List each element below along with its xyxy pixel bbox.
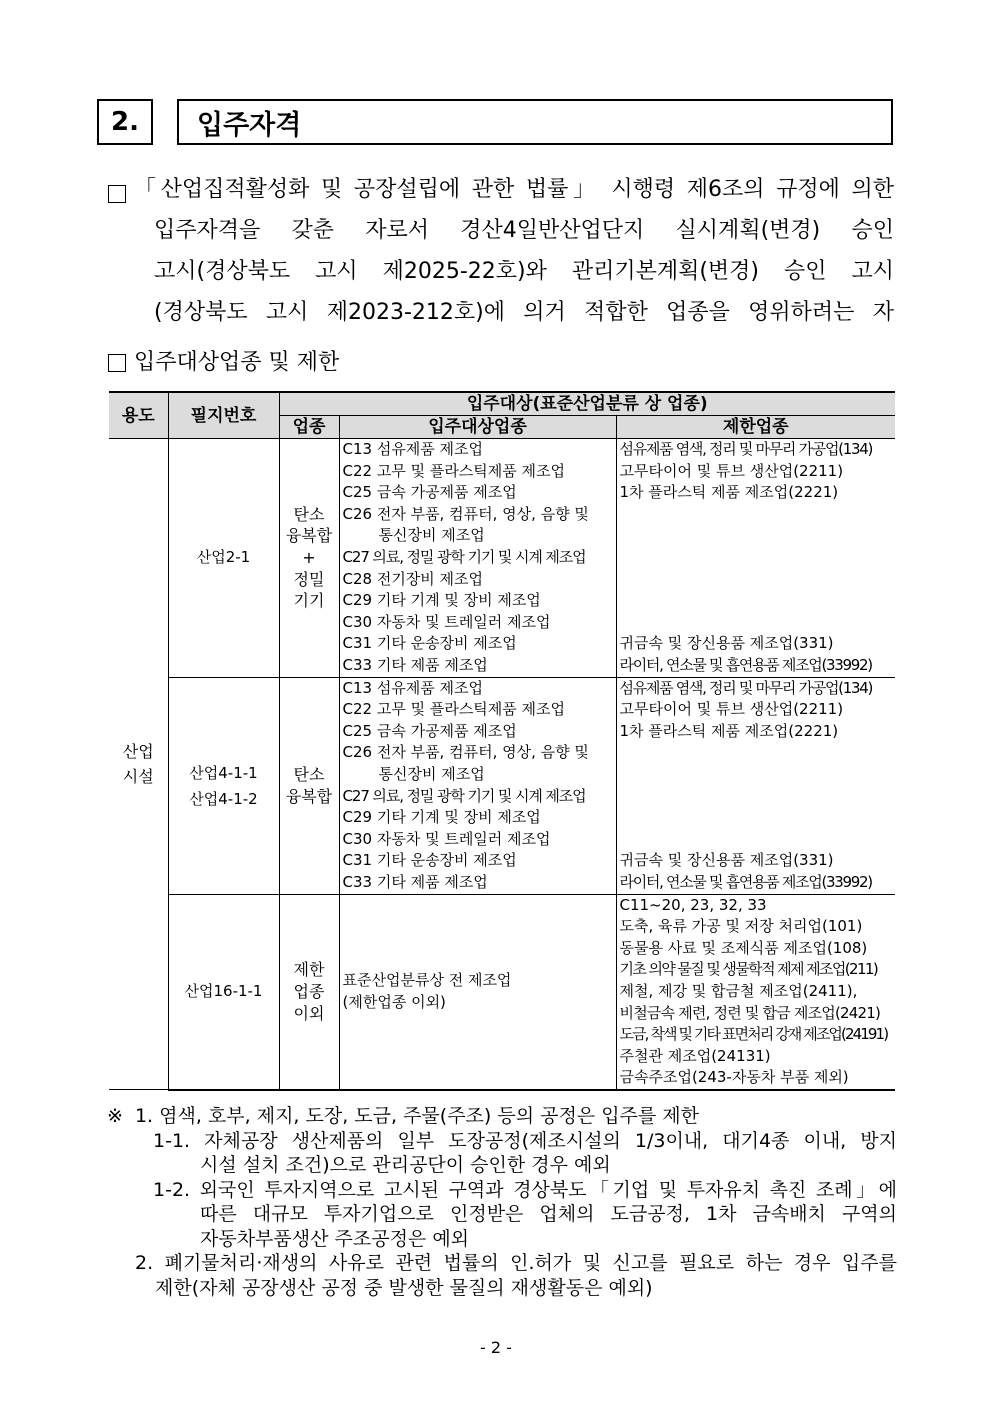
use-line: 시설 <box>122 767 154 787</box>
header-type: 업종 <box>279 416 339 439</box>
industries-cell <box>339 677 616 894</box>
industries-heading: 입주대상업종 및 제한 <box>134 350 340 375</box>
type-line: 업종 <box>293 981 325 1001</box>
qualification-line: 「산업집적활성화 및 공장설립에 관한 법률」 시행령 제6조의 규정에 의한 <box>134 177 894 202</box>
header-lot: 필지번호 <box>168 392 279 439</box>
checkbox-square-icon <box>108 185 126 203</box>
notes-block <box>107 1104 897 1300</box>
list-item: 표준산업분류상 전 제조업 <box>342 971 512 990</box>
list-item: 도축, 육류 가공 및 저장 처리업(101) <box>619 917 863 936</box>
page-number: - 2 - <box>480 1338 512 1357</box>
list-item: 비철금속 제련, 정련 및 합금 제조업(2421) <box>619 1003 881 1022</box>
qualification-line: 입주자격을 갖춘 자로서 경산4일반산업단지 실시계획(변경) 승인 <box>154 218 894 243</box>
list-item: C29 기타 기계 및 장비 제조업 <box>342 808 541 827</box>
lot-cell <box>168 439 279 678</box>
list-item: C27 의료, 정밀 광학 기기 및 시계 제조업 <box>342 547 586 566</box>
lot-line: 산업4-1-1 <box>189 763 258 782</box>
type-line: 정밀 <box>293 569 325 589</box>
note-1-text: 1. 염색, 호부, 제지, 도장, 도금, 주물(주조) 등의 공정은 입주를 제한 <box>134 1105 700 1127</box>
note-2-line: 2. 폐기물처리·재생의 사유로 관련 법률의 인.허가 및 신고를 필요로 하는 경우 입주를 <box>135 1252 897 1274</box>
table-row <box>109 439 895 678</box>
list-item: C26 전자 부품, 컴퓨터, 영상, 음향 및 <box>342 743 589 762</box>
type-line: 이외 <box>293 1003 325 1023</box>
list-item: C13 섬유제품 제조업 <box>342 440 484 459</box>
table-row <box>109 677 895 894</box>
list-item: C31 기타 운송장비 제조업 <box>342 634 517 653</box>
list-item: C30 자동차 및 트레일러 제조업 <box>342 829 551 848</box>
limits-cell <box>616 894 895 1090</box>
list-item: C25 금속 가공제품 제조업 <box>342 721 517 740</box>
section-number: 2. <box>97 99 153 145</box>
lot-cell <box>168 894 279 1090</box>
list-item: 고무타이어 및 튜브 생산업(2211) <box>619 700 844 719</box>
table-row <box>109 894 895 1090</box>
limits-cell <box>616 677 895 894</box>
list-item: C27 의료, 정밀 광학 기기 및 시계 제조업 <box>342 786 586 805</box>
lot-cell <box>168 677 279 894</box>
qualification-line: 고시(경상북도 고시 제2025-22호)와 관리기본계획(변경) 승인 고시 <box>154 259 894 284</box>
section-title: 입주자격 <box>177 99 893 145</box>
type-line: 탄소 <box>293 764 325 784</box>
spacer <box>620 504 893 634</box>
type-line: 제한 <box>293 960 325 980</box>
type-line: + <box>302 547 316 567</box>
use-cell <box>109 439 168 1090</box>
note-1 <box>107 1104 897 1129</box>
list-item: C30 자동차 및 트레일러 제조업 <box>342 612 551 631</box>
industries-heading-row <box>108 345 339 381</box>
list-item: 섬유제품 염색, 정리 및 마무리 가공업(134) <box>619 440 872 458</box>
type-line: 융복합 <box>285 786 333 806</box>
industries-cell <box>339 894 616 1090</box>
note-1-2-line: 따른 대규모 투자기업으로 인정받은 업체의 도금공정, 1차 금속배치 구역의 <box>200 1203 897 1225</box>
note-1-2-line: 자동차부품생산 주조공정은 예외 <box>200 1227 470 1250</box>
list-item: C22 고무 및 플라스틱제품 제조업 <box>342 461 566 480</box>
note-1-1-line: 시설 설치 조건)으로 관리공단이 승인한 경우 예외 <box>200 1154 611 1176</box>
header-target: 입주대상업종 <box>339 416 616 439</box>
spacer <box>620 742 893 850</box>
list-item: C22 고무 및 플라스틱제품 제조업 <box>342 700 566 719</box>
note-2-line: 제한(자체 공장생산 공정 중 발생한 물질의 재생활동은 예외) <box>155 1276 653 1299</box>
type-line: 기기 <box>293 591 325 611</box>
checkbox-square-icon <box>108 354 126 372</box>
list-item: 1차 플라스틱 제품 제조업(2221) <box>619 483 839 502</box>
header-group: 입주대상(표준산업분류 상 업종) <box>279 392 895 416</box>
list-item: 1차 플라스틱 제품 제조업(2221) <box>619 721 839 740</box>
list-item: C29 기타 기계 및 장비 제조업 <box>342 591 541 610</box>
list-item: C33 기타 제품 제조업 <box>342 655 488 674</box>
lot-line: 산업2-1 <box>196 547 251 566</box>
type-cell <box>279 894 339 1090</box>
list-item: 금속주조업(243-자동차 부품 제외) <box>619 1068 849 1087</box>
list-item: 기초 의약 물질 및 생물학적 제제 제조업(211) <box>619 960 878 979</box>
qualification-paragraph <box>134 169 894 333</box>
list-item: 제철, 제강 및 합금철 제조업(2411), <box>619 981 858 1000</box>
list-item: 고무타이어 및 튜브 생산업(2211) <box>619 461 844 480</box>
list-item: C13 섬유제품 제조업 <box>342 678 484 697</box>
industry-table <box>109 391 895 1091</box>
list-item: 귀금속 및 장신용품 제조업(331) <box>619 851 834 870</box>
type-line: 융복합 <box>285 526 333 546</box>
header-limit: 제한업종 <box>616 416 895 439</box>
list-item: 주철관 제조업(24131) <box>619 1046 771 1065</box>
list-item: 섬유제품 염색, 정리 및 마무리 가공업(134) <box>619 678 872 697</box>
list-item: C25 금속 가공제품 제조업 <box>342 483 517 502</box>
list-item: 라이터, 연소물 및 흡연용품 제조업(33992) <box>619 872 872 891</box>
note-1-1-line: 1-1. 자체공장 생산제품의 일부 도장공정(제조시설의 1/3이내, 대기4종 이내, 방지 <box>153 1129 897 1152</box>
industries-cell <box>339 439 616 678</box>
qualification-line: (경상북도 고시 제2023-212호)에 의거 적합한 업종을 영위하려는 자 <box>154 300 894 325</box>
list-item: C11~20, 23, 32, 33 <box>619 895 767 914</box>
use-line: 산업 <box>122 742 154 762</box>
list-item: 통신장비 제조업 <box>378 764 485 783</box>
type-cell <box>279 677 339 894</box>
type-cell <box>279 439 339 678</box>
list-item: C26 전자 부품, 컴퓨터, 영상, 음향 및 <box>342 504 589 523</box>
list-item: 귀금속 및 장신용품 제조업(331) <box>619 634 834 653</box>
list-item: 통신장비 제조업 <box>378 526 485 545</box>
note-1-2-line: 1-2. 외국인 투자지역으로 고시된 구역과 경상북도「기업 및 투자유치 촉진 조례」에 <box>153 1178 897 1201</box>
list-item: (제한업종 이외) <box>342 992 446 1011</box>
lot-line: 산업4-1-2 <box>189 789 258 808</box>
qualification-bullet <box>108 176 134 203</box>
note-mark: ※ <box>107 1105 123 1127</box>
list-item: 동물용 사료 및 조제식품 제조업(108) <box>619 938 868 957</box>
list-item: C31 기타 운송장비 제조업 <box>342 851 517 870</box>
limits-cell <box>616 439 895 678</box>
list-item: 라이터, 연소물 및 흡연용품 제조업(33992) <box>619 655 872 674</box>
type-line: 탄소 <box>293 504 325 524</box>
list-item: C28 전기장비 제조업 <box>342 569 484 588</box>
header-use: 용도 <box>109 392 168 439</box>
list-item: C33 기타 제품 제조업 <box>342 872 488 891</box>
lot-line: 산업16-1-1 <box>184 981 263 1000</box>
list-item: 도금, 착색 및 기타 표면처리 강재 제조업(24191) <box>619 1025 888 1044</box>
